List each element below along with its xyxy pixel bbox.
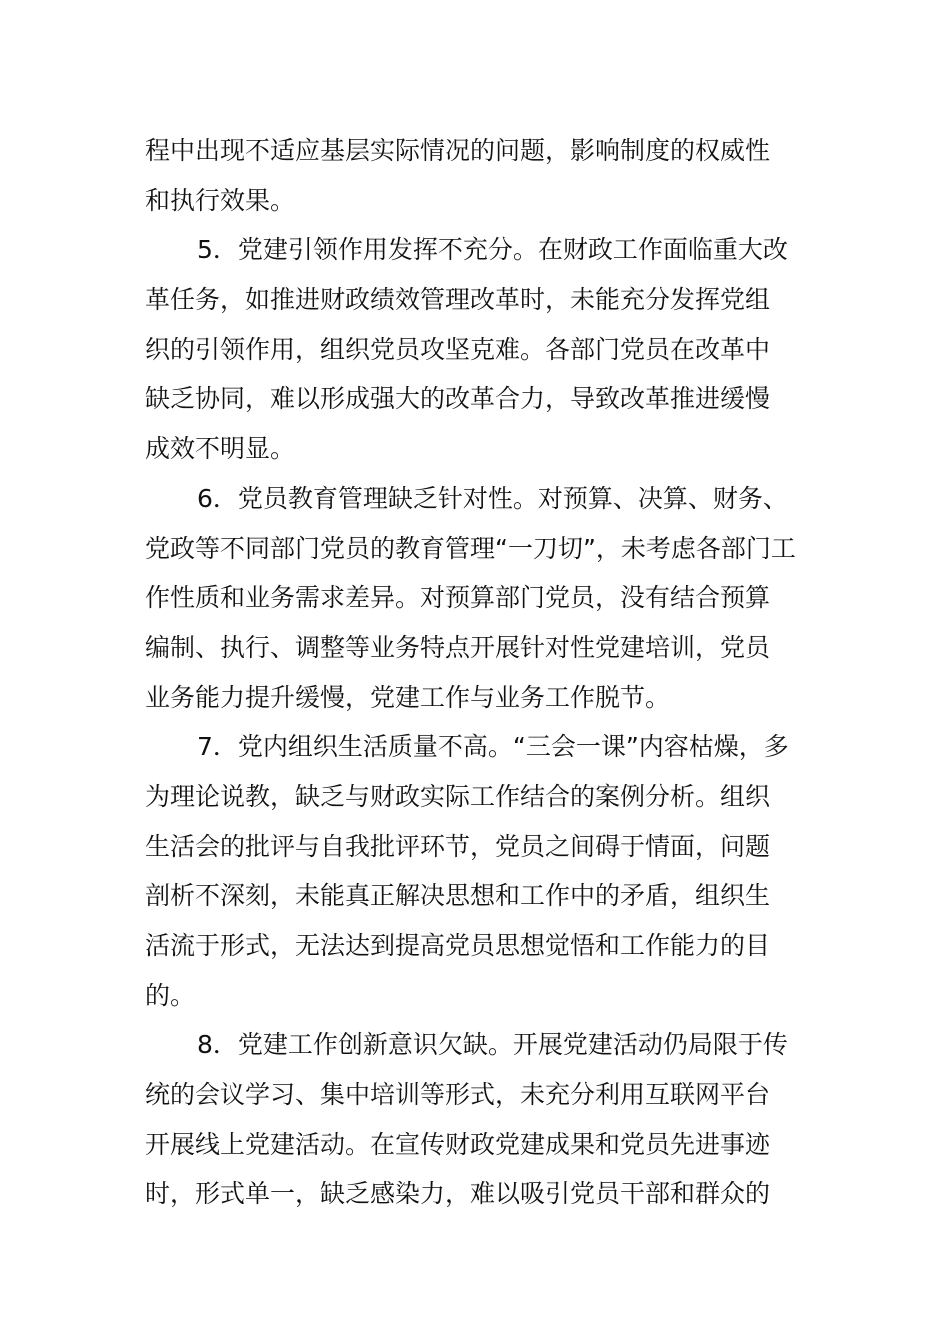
text-line: 缺乏协同，难以形成强大的改革合力，导致改革推进缓慢 [145, 384, 771, 414]
text-line: 编制、执行、调整等业务特点开展针对性党建培训，党员 [145, 632, 771, 662]
text-line: 为理论说教，缺乏与财政实际工作结合的案例分析。组织 [145, 781, 771, 811]
text-line: 的。 [145, 980, 196, 1010]
text-line: 统的会议学习、集中培训等形式，未充分利用互联网平台 [145, 1080, 771, 1110]
text-line: 业务能力提升缓慢，党建工作与业务工作脱节。 [145, 682, 671, 712]
paragraph-6-heading-line: 6．党员教育管理缺乏针对性。对预算、决算、财务、 [197, 483, 788, 513]
text-line: 成效不明显。 [145, 434, 296, 464]
document-body [145, 126, 809, 1219]
paragraph-5-heading-line: 5．党建引领作用发挥不充分。在财政工作面临重大改 [197, 235, 788, 265]
text-line: 党政等不同部门党员的教育管理“一刀切”，未考虑各部门工 [145, 533, 796, 563]
text-line: 开展线上党建活动。在宣传财政党建成果和党员先进事迹 [145, 1129, 771, 1159]
text-line: 作性质和业务需求差异。对预算部门党员，没有结合预算 [145, 583, 771, 613]
text-line: 时，形式单一，缺乏感染力，难以吸引党员干部和群众的 [145, 1179, 771, 1209]
text-line: 剖析不深刻，未能真正解决思想和工作中的矛盾，组织生 [145, 881, 771, 911]
text-line: 生活会的批评与自我批评环节，党员之间碍于情面，问题 [145, 831, 771, 861]
text-line: 活流于形式，无法达到提高党员思想觉悟和工作能力的目 [145, 931, 771, 960]
text-line: 和执行效果。 [145, 185, 296, 215]
text-line: 织的引领作用，组织党员攻坚克难。各部门党员在改革中 [145, 334, 771, 364]
text-line: 程中出现不适应基层实际情况的问题，影响制度的权威性 [145, 136, 771, 165]
text-line: 革任务，如推进财政绩效管理改革时，未能充分发挥党组 [145, 285, 771, 315]
paragraph-7-heading-line: 7．党内组织生活质量不高。“三会一课”内容枯燥，多 [197, 732, 789, 762]
paragraph-8-heading-line: 8．党建工作创新意识欠缺。开展党建活动仍局限于传 [197, 1030, 788, 1060]
